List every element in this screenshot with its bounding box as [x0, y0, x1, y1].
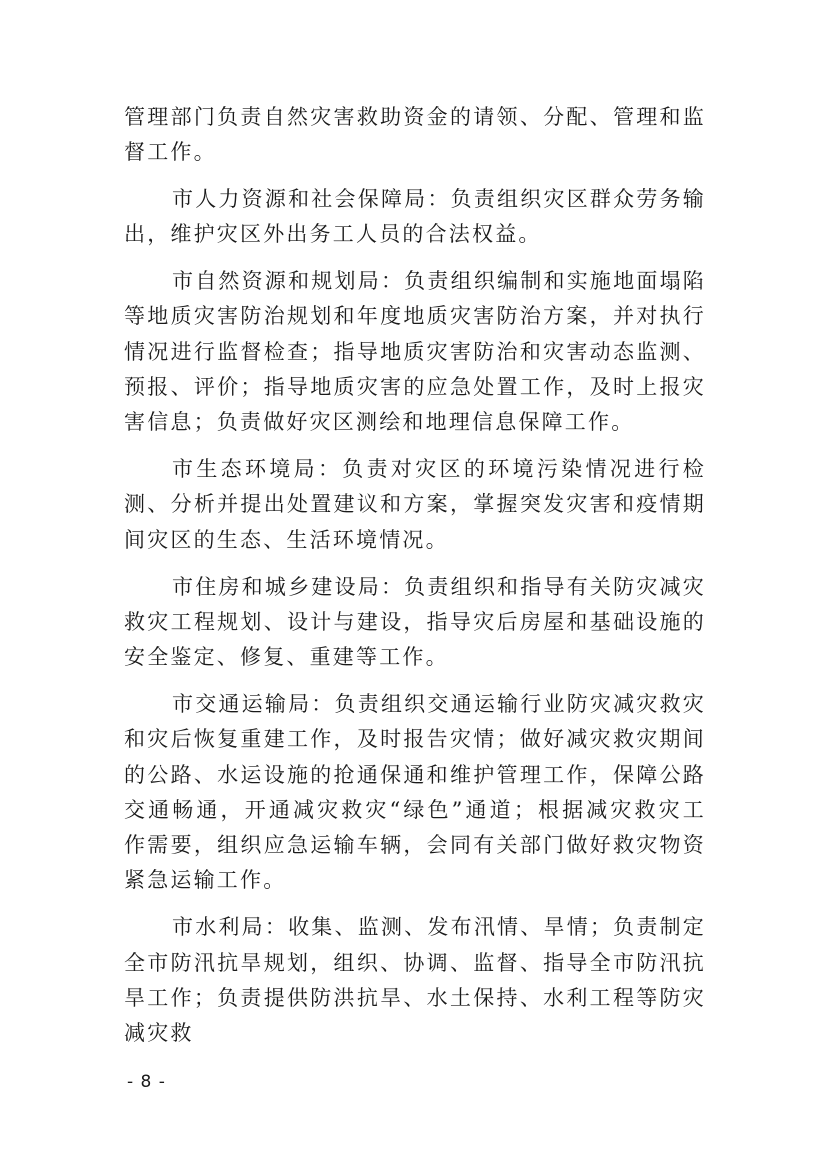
paragraph-transport-bureau: 市交通运输局：负责组织交通运输行业防灾减灾救灾和灾后恢复重建工作，及时报告灾情；做好减灾救灾期间的公路、水运设施的抢通保通和维护管理工作，保障公路交通畅通，开通减灾救灾“绿色”通道；根据减灾救灾工作需要，组织应急运输车辆，会同有关部门做好救灾物资紧急运输工作。: [124, 691, 706, 893]
paragraph-ecology-environment-bureau: 市生态环境局：负责对灾区的环境污染情况进行检测、分析并提出处置建议和方案，掌握突发灾害和疫情期间灾区的生态、生活环境情况。: [124, 457, 706, 552]
paragraph-water-resources-bureau: 市水利局：收集、监测、发布汛情、旱情；负责制定全市防汛抗旱规划，组织、协调、监督、指导全市防汛抗旱工作；负责提供防洪抗旱、水土保持、水利工程等防灾减灾救: [124, 915, 706, 1046]
paragraph-housing-construction-bureau: 市住房和城乡建设局：负责组织和指导有关防灾减灾救灾工程规划、设计与建设，指导灾后房屋和基础设施的安全鉴定、修复、重建等工作。: [124, 574, 706, 670]
document-body: [124, 100, 706, 1063]
paragraph-human-resources-bureau: 市人力资源和社会保障局：负责组织灾区群众劳务输出，维护灾区外出务工人员的合法权益。: [124, 187, 706, 247]
paragraph-natural-resources-bureau: 市自然资源和规划局：负责组织编制和实施地面塌陷等地质灾害防治规划和年度地质灾害防治方案，并对执行情况进行监督检查；指导地质灾害防治和灾害动态监测、预报、评价；指导地质灾害的应急处置工作，及时上报灾害信息；负责做好灾区测绘和地理信息保障工作。: [124, 269, 706, 435]
page-number: - 8 -: [127, 1072, 166, 1092]
paragraph-continued: 管理部门负责自然灾害救助资金的请领、分配、管理和监督工作。: [124, 105, 706, 165]
